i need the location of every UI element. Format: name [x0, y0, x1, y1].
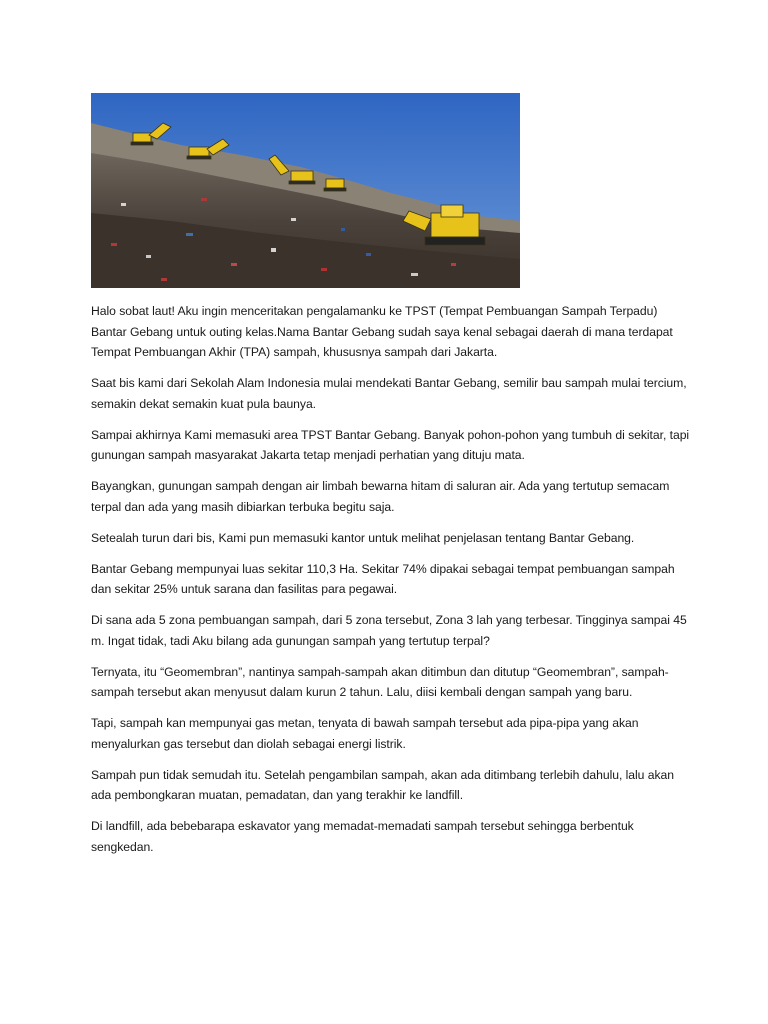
- paragraph-3: Sampai akhirnya Kami memasuki area TPST Bantar Gebang. Banyak pohon-pohon yang tumbuh di sekitar, tapi gunungan sampah masyarakat Jakarta tetap menjadi perhatian yang dituju mata.: [91, 427, 690, 462]
- paragraph-8: Ternyata, itu “Geomembran”, nantinya sampah-sampah akan ditimbun dan ditutup “Geomembran”, sampah-sampah tersebut akan menyusut dalam kurun 2 tahun. Lalu, diisi kembali dengan sampah yang baru.: [91, 664, 669, 699]
- landfill-photo: [91, 93, 520, 288]
- paragraph-1: Halo sobat laut! Aku ingin menceritakan pengalamanku ke TPST (Tempat Pembuangan Sampah Terpadu) Bantar Gebang untuk outing kelas.Nama Bantar Gebang sudah saya kenal sebagai daerah di mana terdapat Tempat Pembuangan Akhir (TPA) sampah, khususnya sampah dari Jakarta.: [91, 304, 673, 359]
- paragraph-5: Setealah turun dari bis, Kami pun memasuki kantor untuk melihat penjelasan tentang Bantar Gebang.: [91, 530, 635, 545]
- paragraph-11: Di landfill, ada bebebarapa eskavator yang memadat-memadati sampah tersebut sehingga berbentuk sengkedan.: [91, 819, 634, 854]
- paragraph-10: Sampah pun tidak semudah itu. Setelah pengambilan sampah, akan ada ditimbang terlebih dahulu, lalu akan ada pembongkaran muatan, pemadatan, dan yang terakhir ke landfill.: [91, 767, 674, 802]
- article-body: [91, 301, 691, 868]
- paragraph-4: Bayangkan, gunungan sampah dengan air limbah bewarna hitam di saluran air. Ada yang tertutup semacam terpal dan ada yang masih dibiarkan terbuka begitu saja.: [91, 479, 670, 514]
- paragraph-7: Di sana ada 5 zona pembuangan sampah, dari 5 zona tersebut, Zona 3 lah yang terbesar. Tingginya sampai 45 m. Ingat tidak, tadi Aku bilang ada gunungan sampah yang tertutup terpal?: [91, 613, 687, 648]
- paragraph-9: Tapi, sampah kan mempunyai gas metan, tenyata di bawah sampah tersebut ada pipa-pipa yang akan menyalurkan gas tersebut dan diolah sebagai energi listrik.: [91, 716, 639, 751]
- paragraph-2: Saat bis kami dari Sekolah Alam Indonesia mulai mendekati Bantar Gebang, semilir bau sampah mulai tercium, semakin dekat semakin kuat pula baunya.: [91, 376, 687, 411]
- paragraph-6: Bantar Gebang mempunyai luas sekitar 110,3 Ha. Sekitar 74% dipakai sebagai tempat pembuangan sampah dan sekitar 25% untuk sarana dan fasilitas para pegawai.: [91, 561, 675, 596]
